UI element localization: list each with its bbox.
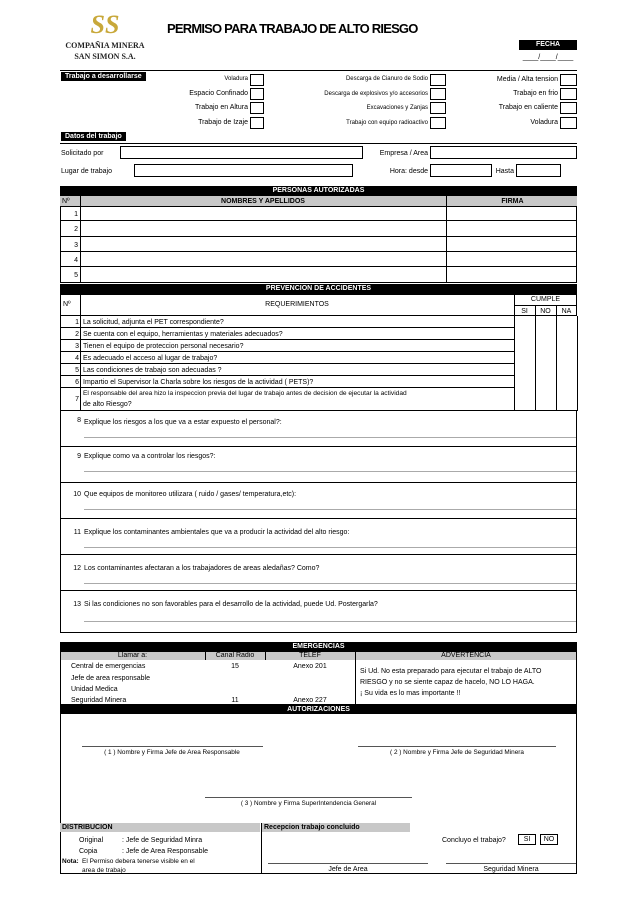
personas-col-no: Nº: [62, 198, 70, 205]
emergencia-canal: 11: [231, 697, 239, 704]
emergencias-col-canal: Canal Radio: [215, 652, 255, 659]
requirement-number: 2: [75, 331, 79, 338]
trabajo-col3-item-0: Media / Alta tension: [496, 76, 558, 83]
checkbox-trabajo-caliente[interactable]: [560, 102, 577, 114]
trabajo-col1-item-2: Trabajo en Altura: [194, 104, 248, 111]
signature-caption-2: ( 2 ) Nombre y Firma Jefe de Seguridad Minera: [390, 749, 524, 756]
question-number: 8: [77, 417, 81, 424]
emergencias-div-1: [205, 651, 206, 660]
distribucion-title: DISTRIBUCION: [62, 824, 113, 831]
cumple-div-1: [535, 305, 536, 411]
requirement-number: 6: [75, 379, 79, 386]
requirement-row: [60, 376, 514, 388]
trabajo-col2-item-0: Descarga de Cianuro de Sodio: [345, 76, 428, 82]
trabajo-col3-item-3: Voladura: [530, 119, 558, 126]
hora-desde-label: Hora: desde: [389, 168, 428, 175]
checkbox-voladura-2[interactable]: [560, 117, 577, 129]
answer-line[interactable]: [84, 437, 576, 438]
emergencia-canal: 15: [231, 663, 239, 670]
footer-divider: [261, 823, 262, 874]
nota-line1: El Permiso debera tenerse visible en el: [82, 858, 195, 865]
prevencion-title: PREVENCION DE ACCIDENTES: [60, 284, 577, 294]
emergencia-contact-name: Unidad Medica: [71, 686, 118, 693]
concluyo-si-checkbox[interactable]: [518, 834, 536, 845]
requirement-number: 1: [75, 319, 79, 326]
requirement-text-line2: de alto Riesgo?: [83, 401, 132, 408]
requirement-row: [60, 328, 514, 340]
requirement-text: Impartio el Supervisor la Charla sobre los riesgos de la actividad ( PETS)?: [83, 379, 314, 386]
datos-label: Datos del trabajo: [61, 132, 126, 141]
answer-line[interactable]: [84, 471, 576, 472]
personas-row[interactable]: [60, 252, 577, 267]
requirement-row: [60, 340, 514, 352]
emergencias-title: EMERGENCIAS: [60, 642, 577, 651]
checkbox-media-alta-tension[interactable]: [560, 74, 577, 86]
warning-line3: ¡ Su vida es lo mas importante !!: [360, 690, 461, 697]
emergencias-col-telef: TELEF: [299, 652, 321, 659]
question-number: 13: [73, 601, 81, 608]
requirement-text: Es adecuado el acceso al lugar de trabajo?: [83, 355, 218, 362]
req-table-cumple: [514, 316, 515, 411]
personas-row[interactable]: [60, 237, 577, 252]
fecha-field[interactable]: ____/____/____: [522, 54, 574, 61]
checkbox-voladura[interactable]: [250, 74, 264, 86]
question-text: Los contaminantes afectaran a los trabajadores de areas aledañas? Como?: [84, 565, 320, 572]
question-block: [60, 591, 577, 633]
nota-line2: area de trabajo: [82, 867, 126, 874]
hora-desde-field[interactable]: [430, 164, 492, 177]
cumple-na: NA: [561, 308, 572, 315]
trabajo-col3-item-2: Trabajo en caliente: [498, 104, 558, 111]
personas-col-firma: FIRMA: [501, 198, 524, 205]
prevencion-div-no: [80, 294, 81, 316]
header-rule: [60, 70, 577, 71]
lugar-field[interactable]: [134, 164, 353, 177]
concluyo-si-label: SI: [523, 836, 531, 843]
question-block: [60, 411, 577, 447]
checkbox-radioactivo[interactable]: [430, 117, 446, 129]
original-value: : Jefe de Seguridad Minra: [122, 837, 203, 844]
trabajo-col2-item-1: Descarga de explosivos y/o accesorios: [324, 91, 428, 97]
emergencia-telef: Anexo 201: [293, 663, 327, 670]
personas-row[interactable]: [60, 221, 577, 237]
question-text: Explique los contaminantes ambientales que va a producir la actividad del alto riesgo:: [84, 529, 350, 536]
requirement-row: [60, 352, 514, 364]
personas-row-number: 2: [74, 226, 78, 233]
signature-caption-3: ( 3 ) Nombre y Firma SuperIntendencia General: [240, 800, 377, 807]
empresa-label: Empresa / Area: [379, 150, 428, 157]
cumple-rule: [514, 305, 577, 306]
answer-line[interactable]: [84, 509, 576, 510]
requirement-number: 7: [75, 396, 79, 403]
jefe-area-signature-line[interactable]: [268, 863, 428, 864]
requirement-number: 3: [75, 343, 79, 350]
emergencia-contact-name: Jefe de area responsable: [71, 675, 150, 682]
checkbox-excavaciones[interactable]: [430, 102, 446, 114]
emergencia-contact-name: Seguridad Minera: [71, 697, 127, 704]
concluyo-no-checkbox[interactable]: [540, 834, 558, 845]
concluyo-label: Concluyo el trabajo?: [442, 837, 506, 844]
requirement-number: 5: [75, 367, 79, 374]
cumple-si: SI: [521, 308, 528, 315]
personas-row-number: 1: [74, 211, 78, 218]
recepcion-title: Recepcion trabajo concluido: [264, 824, 360, 831]
seguridad-signature-line[interactable]: [446, 863, 576, 864]
concluyo-no-label: NO: [543, 836, 555, 843]
question-text: Que equipos de monitoreo utilizara ( ruido / gases/ temperatura,etc):: [84, 491, 297, 498]
fecha-label: FECHA: [519, 40, 577, 50]
question-block: [60, 483, 577, 519]
checkbox-cianuro[interactable]: [430, 74, 446, 86]
warning-line1: Si Ud. No esta preparado para ejecutar el trabajo de ALTO: [360, 668, 542, 675]
emergencia-telef: Anexo 227: [293, 697, 327, 704]
trabajo-col1-item-1: Espacio Confinado: [189, 90, 248, 97]
checkbox-trabajo-izaje[interactable]: [250, 117, 264, 129]
cumple-label: CUMPLE: [530, 296, 561, 303]
warning-line2: RIESGO y no se siente capaz de hacelo, NO LO HAGA.: [360, 679, 535, 686]
lugar-label: Lugar de trabajo: [61, 168, 112, 175]
personas-row[interactable]: [60, 206, 577, 221]
question-block: [60, 447, 577, 483]
requirement-number: 4: [75, 355, 79, 362]
datos-rule: [60, 143, 577, 144]
requirement-row: [60, 388, 514, 411]
cumple-no: NO: [540, 308, 551, 315]
answer-line[interactable]: [84, 547, 576, 548]
signature-line-1[interactable]: [82, 746, 263, 747]
trabajo-col3-item-1: Trabajo en frio: [513, 90, 558, 97]
personas-row[interactable]: [60, 267, 577, 283]
page-title: PERMISO PARA TRABAJO DE ALTO RIESGO: [167, 21, 418, 36]
emergencia-contact-name: Central de emergencias: [71, 663, 146, 670]
empresa-field[interactable]: [430, 146, 577, 159]
checkbox-explosivos[interactable]: [430, 88, 446, 100]
question-block: [60, 555, 577, 591]
emergencias-col-llamar: Llamar a:: [117, 652, 148, 659]
personas-row-number: 5: [74, 272, 78, 279]
signature-line-2[interactable]: [358, 746, 556, 747]
question-text: Explique los riesgos a los que va a estar expuesto el personal?:: [84, 419, 282, 426]
question-number: 9: [77, 453, 81, 460]
signature-caption-1: ( 1 ) Nombre y Firma Jefe de Area Responsable: [104, 749, 240, 756]
requirement-row: [60, 364, 514, 376]
trabajo-col2-item-3: Trabajo con equipo radioactivo: [346, 120, 428, 126]
question-number: 11: [73, 529, 81, 536]
solicitado-field[interactable]: [120, 146, 363, 159]
copia-value: : Jefe de Area Responsable: [122, 848, 209, 855]
requirement-text-line1: El responsable del area hizo la inspeccion previa del lugar de trabajo antes de decision de ejecutar la actividad: [83, 390, 407, 397]
signature-line-3[interactable]: [205, 797, 412, 798]
emergencias-div-3: [355, 651, 356, 705]
question-number: 12: [73, 565, 81, 572]
question-number: 10: [73, 491, 81, 498]
emergencias-col-advert: ADVERTENCIA: [441, 652, 491, 659]
emergencias-div-2: [265, 651, 266, 660]
prevencion-col-no: Nº: [63, 301, 71, 308]
nota-label: Nota:: [62, 858, 79, 865]
requirement-text: La solicitud, adjunta el PET correspondiente?: [83, 319, 224, 326]
req-table-right: [577, 316, 578, 411]
requirement-row: [60, 316, 514, 328]
logo-monogram: SS: [90, 10, 120, 39]
personas-row-number: 3: [74, 242, 78, 249]
trabajo-col1-item-3: Trabajo de Izaje: [198, 119, 248, 126]
trabajo-label: Trabajo a desarrollarse: [61, 72, 146, 81]
jefe-area-label: Jefe de Area: [328, 866, 368, 873]
autorizaciones-title: AUTORIZACIONES: [60, 705, 577, 714]
original-label: Original: [79, 837, 104, 844]
solicitado-label: Solicitado por: [61, 150, 104, 157]
hasta-label: Hasta: [495, 168, 514, 175]
checkbox-trabajo-altura[interactable]: [250, 102, 264, 114]
question-text: Si las condiciones no son favorables para el desarrollo de la actividad, puede Ud. Postergarla?: [84, 601, 378, 608]
trabajo-col2-item-2: Excavaciones y Zanjas: [366, 105, 428, 111]
company-logo: [60, 12, 150, 64]
personas-col-nombres: NOMBRES Y APELLIDOS: [221, 198, 305, 205]
answer-line[interactable]: [84, 621, 576, 622]
copia-label: Copia: [79, 848, 98, 855]
seguridad-label: Seguridad Minera: [483, 866, 539, 873]
company-name-line2: SAN SIMON S.A.: [74, 52, 136, 61]
requirement-text: Las condiciones de trabajo son adecuadas ?: [83, 367, 222, 374]
checkbox-trabajo-frio[interactable]: [560, 88, 577, 100]
trabajo-col1-item-0: Voladura: [224, 76, 248, 82]
cumple-div-2: [556, 305, 557, 411]
checkbox-espacio-confinado[interactable]: [250, 88, 264, 100]
requirement-text: Tienen el equipo de proteccion personal necesario?: [83, 343, 244, 350]
answer-line[interactable]: [84, 583, 576, 584]
personas-title: PERSONAS AUTORIZADAS: [60, 186, 577, 196]
prevencion-col-req: REQUERIMIENTOS: [265, 301, 329, 308]
requirement-text: Se cuenta con el equipo, herramientas y materiales adecuados?: [83, 331, 283, 338]
question-text: Explique como va a controlar los riesgos?:: [84, 453, 216, 460]
company-name-line1: COMPAÑIA MINERA: [65, 41, 145, 50]
question-block: [60, 519, 577, 555]
hasta-field[interactable]: [516, 164, 561, 177]
personas-row-number: 4: [74, 257, 78, 264]
